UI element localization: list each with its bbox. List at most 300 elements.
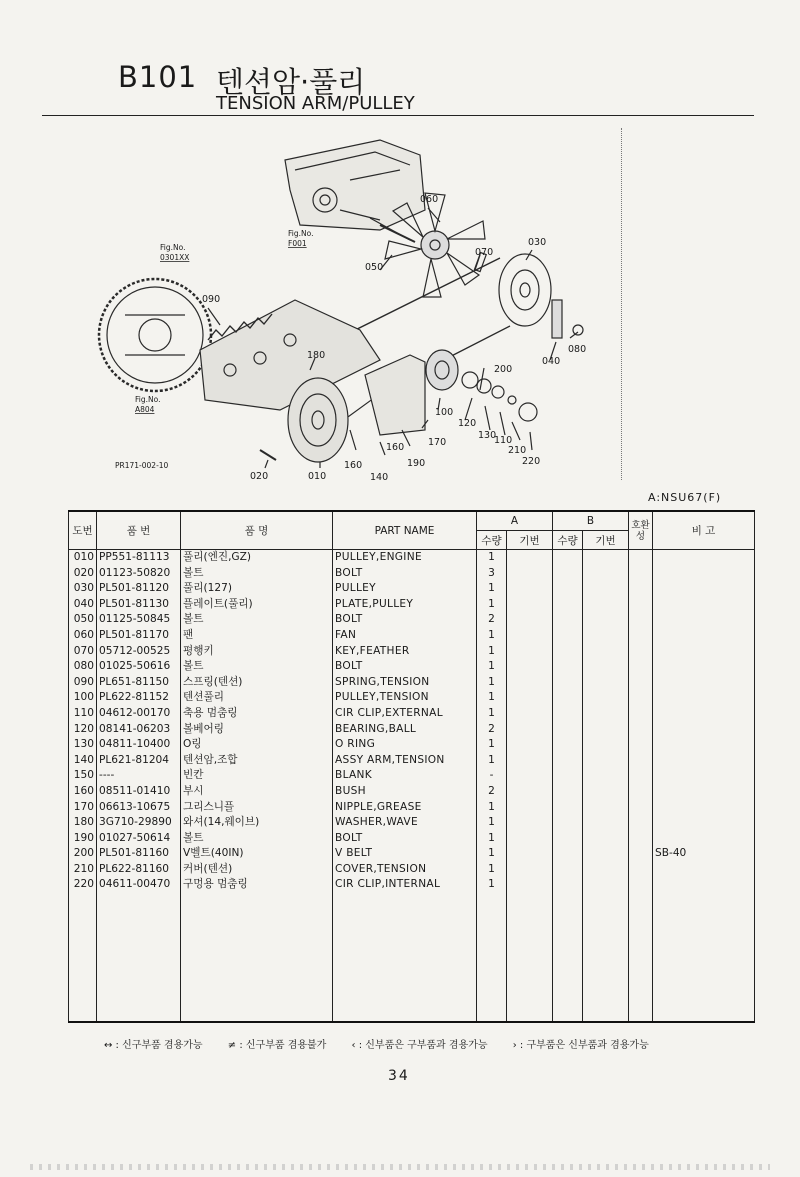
row-base-a xyxy=(507,800,553,816)
row-compat xyxy=(629,628,653,644)
compat-legend xyxy=(104,1036,671,1051)
row-compat xyxy=(629,753,653,769)
table-row xyxy=(69,644,755,660)
row-part-number: PP551-81113 xyxy=(97,550,181,566)
row-base-b xyxy=(583,550,629,566)
empty-cell xyxy=(97,893,181,1022)
callout-040: 040 xyxy=(542,356,561,367)
row-name-korean: 그리스니플 xyxy=(181,800,333,816)
callout-120: 120 xyxy=(458,418,477,429)
row-base-a xyxy=(507,690,553,706)
row-part-number: PL501-81130 xyxy=(97,597,181,613)
row-number: 110 xyxy=(69,706,97,722)
row-quantity-a: 1 xyxy=(477,675,507,691)
row-name-korean: 빈칸 xyxy=(181,768,333,784)
row-compat xyxy=(629,597,653,613)
row-quantity-a: - xyxy=(477,768,507,784)
row-compat xyxy=(629,722,653,738)
row-part-number: ---- xyxy=(97,768,181,784)
row-number: 130 xyxy=(69,737,97,753)
row-base-a xyxy=(507,846,553,862)
header-compat: 호환성 xyxy=(629,511,653,550)
row-part-number: 04611-00470 xyxy=(97,877,181,893)
row-quantity-b xyxy=(553,768,583,784)
callout-170: 170 xyxy=(428,437,447,448)
row-part-number: 04811-10400 xyxy=(97,737,181,753)
callout-020: 020 xyxy=(250,471,269,482)
table-row xyxy=(69,768,755,784)
table-row xyxy=(69,831,755,847)
callout-030: 030 xyxy=(528,237,547,248)
row-name-english: BUSH xyxy=(333,784,477,800)
callout-200: 200 xyxy=(494,364,513,375)
row-base-a xyxy=(507,675,553,691)
row-name-english: BEARING,BALL xyxy=(333,722,477,738)
row-name-korean: 팬 xyxy=(181,628,333,644)
row-quantity-b xyxy=(553,784,583,800)
table-row xyxy=(69,597,755,613)
row-quantity-a: 1 xyxy=(477,846,507,862)
row-part-number: 04612-00170 xyxy=(97,706,181,722)
empty-cell xyxy=(181,893,333,1022)
row-remarks xyxy=(653,644,755,660)
row-base-b xyxy=(583,784,629,800)
row-number: 060 xyxy=(69,628,97,644)
header-group-a: A xyxy=(477,511,553,531)
row-compat xyxy=(629,831,653,847)
row-quantity-b xyxy=(553,566,583,582)
table-row xyxy=(69,722,755,738)
row-base-a xyxy=(507,722,553,738)
row-number: 220 xyxy=(69,877,97,893)
row-name-korean: 텐션풀리 xyxy=(181,690,333,706)
header-name-ko: 품 명 xyxy=(181,511,333,550)
header-qty-b: 수량 xyxy=(553,531,583,550)
legend-item: ≠ : 신구부품 겸용불가 xyxy=(227,1040,327,1051)
row-compat xyxy=(629,784,653,800)
callout-220: 220 xyxy=(522,456,541,467)
row-number: 180 xyxy=(69,815,97,831)
row-name-english: CIR CLIP,EXTERNAL xyxy=(333,706,477,722)
empty-rows xyxy=(69,893,755,1022)
row-remarks xyxy=(653,877,755,893)
empty-cell xyxy=(333,893,477,1022)
callout-130: 130 xyxy=(478,430,497,441)
row-remarks xyxy=(653,628,755,644)
row-quantity-a: 1 xyxy=(477,597,507,613)
drawing-code: PR171-002-10 xyxy=(115,461,169,470)
row-base-a xyxy=(507,550,553,566)
row-quantity-a: 1 xyxy=(477,800,507,816)
row-base-b xyxy=(583,800,629,816)
row-quantity-b xyxy=(553,659,583,675)
row-base-b xyxy=(583,690,629,706)
row-base-b xyxy=(583,628,629,644)
table-row xyxy=(69,862,755,878)
row-quantity-b xyxy=(553,581,583,597)
row-quantity-a: 1 xyxy=(477,659,507,675)
row-number: 020 xyxy=(69,566,97,582)
row-number: 160 xyxy=(69,784,97,800)
row-number: 170 xyxy=(69,800,97,816)
row-base-b xyxy=(583,815,629,831)
row-quantity-b xyxy=(553,862,583,878)
row-remarks xyxy=(653,784,755,800)
row-name-korean: O링 xyxy=(181,737,333,753)
row-name-english: BOLT xyxy=(333,612,477,628)
header-rule xyxy=(42,115,754,116)
row-quantity-a: 1 xyxy=(477,628,507,644)
row-number: 190 xyxy=(69,831,97,847)
row-part-number: PL622-81160 xyxy=(97,862,181,878)
row-part-number: PL501-81120 xyxy=(97,581,181,597)
callout-190: 190 xyxy=(407,458,426,469)
table-row xyxy=(69,753,755,769)
table-row xyxy=(69,706,755,722)
row-compat xyxy=(629,737,653,753)
empty-cell xyxy=(553,893,583,1022)
row-name-korean: 구멍용 멈춤링 xyxy=(181,877,333,893)
row-name-english: KEY,FEATHER xyxy=(333,644,477,660)
row-base-a xyxy=(507,768,553,784)
row-remarks: SB-40 xyxy=(653,846,755,862)
row-base-a xyxy=(507,566,553,582)
row-name-korean: 와셔(14,웨이브) xyxy=(181,815,333,831)
header-group-b: B xyxy=(553,511,629,531)
row-number: 080 xyxy=(69,659,97,675)
row-base-b xyxy=(583,659,629,675)
header-part-no: 품 번 xyxy=(97,511,181,550)
exploded-diagram xyxy=(80,130,620,490)
row-base-b xyxy=(583,753,629,769)
row-compat xyxy=(629,800,653,816)
row-base-b xyxy=(583,831,629,847)
row-quantity-b xyxy=(553,690,583,706)
table-row xyxy=(69,581,755,597)
row-name-korean: 부시 xyxy=(181,784,333,800)
callout-060: 060 xyxy=(420,194,439,205)
header-name-en: PART NAME xyxy=(333,511,477,550)
row-part-number: PL501-81170 xyxy=(97,628,181,644)
row-quantity-b xyxy=(553,877,583,893)
row-name-korean: 커버(텐션) xyxy=(181,862,333,878)
section-code: B101 xyxy=(118,60,198,94)
row-base-a xyxy=(507,753,553,769)
row-quantity-b xyxy=(553,628,583,644)
row-quantity-b xyxy=(553,722,583,738)
row-base-b xyxy=(583,597,629,613)
callout-090: 090 xyxy=(202,294,221,305)
row-remarks xyxy=(653,862,755,878)
row-name-english: BLANK xyxy=(333,768,477,784)
row-quantity-a: 1 xyxy=(477,831,507,847)
table-row xyxy=(69,800,755,816)
row-part-number: 3G710-29890 xyxy=(97,815,181,831)
row-compat xyxy=(629,877,653,893)
row-name-english: V BELT xyxy=(333,846,477,862)
row-name-english: BOLT xyxy=(333,566,477,582)
row-quantity-b xyxy=(553,846,583,862)
row-compat xyxy=(629,644,653,660)
row-compat xyxy=(629,566,653,582)
row-number: 210 xyxy=(69,862,97,878)
row-base-a xyxy=(507,784,553,800)
row-quantity-b xyxy=(553,831,583,847)
legend-item: ↔ : 신구부품 겸용가능 xyxy=(104,1040,203,1051)
row-part-number: 08511-01410 xyxy=(97,784,181,800)
row-name-english: PLATE,PULLEY xyxy=(333,597,477,613)
empty-cell xyxy=(583,893,629,1022)
row-quantity-b xyxy=(553,706,583,722)
table-row xyxy=(69,566,755,582)
row-quantity-a: 1 xyxy=(477,550,507,566)
row-base-a xyxy=(507,612,553,628)
row-compat xyxy=(629,581,653,597)
row-remarks xyxy=(653,597,755,613)
row-remarks xyxy=(653,566,755,582)
row-remarks xyxy=(653,815,755,831)
empty-cell xyxy=(69,893,97,1022)
row-name-korean: 볼트 xyxy=(181,831,333,847)
row-remarks xyxy=(653,768,755,784)
title-korean: 텐션암·풀리 xyxy=(216,65,366,99)
row-number: 010 xyxy=(69,550,97,566)
callout-080: 080 xyxy=(568,344,587,355)
row-base-b xyxy=(583,846,629,862)
row-number: 040 xyxy=(69,597,97,613)
row-part-number: 01027-50614 xyxy=(97,831,181,847)
row-remarks xyxy=(653,831,755,847)
row-base-b xyxy=(583,612,629,628)
row-name-korean: 플레이트(풀리) xyxy=(181,597,333,613)
legend-item: › : 구부품은 신부품과 겸용가능 xyxy=(512,1040,649,1051)
row-name-korean: 텐션암,조합 xyxy=(181,753,333,769)
row-quantity-a: 2 xyxy=(477,612,507,628)
row-quantity-a: 2 xyxy=(477,784,507,800)
row-base-a xyxy=(507,581,553,597)
row-quantity-a: 1 xyxy=(477,706,507,722)
figref-number-c: A804 xyxy=(135,405,155,414)
row-base-b xyxy=(583,675,629,691)
row-remarks xyxy=(653,800,755,816)
header-base-b: 기번 xyxy=(583,531,629,550)
row-number: 120 xyxy=(69,722,97,738)
row-part-number: PL622-81152 xyxy=(97,690,181,706)
row-base-b xyxy=(583,737,629,753)
row-compat xyxy=(629,862,653,878)
callout-210: 210 xyxy=(508,445,527,456)
row-number: 140 xyxy=(69,753,97,769)
row-base-a xyxy=(507,597,553,613)
figref-label-b: Fig.No. xyxy=(288,229,314,238)
callout-100: 100 xyxy=(435,407,454,418)
table-row xyxy=(69,628,755,644)
row-compat xyxy=(629,768,653,784)
row-number: 050 xyxy=(69,612,97,628)
row-number: 150 xyxy=(69,768,97,784)
row-name-korean: 볼트 xyxy=(181,659,333,675)
row-quantity-a: 2 xyxy=(477,722,507,738)
parts-rows xyxy=(69,550,755,1023)
table-row xyxy=(69,612,755,628)
row-part-number: PL621-81204 xyxy=(97,753,181,769)
row-name-korean: 볼베어링 xyxy=(181,722,333,738)
table-row xyxy=(69,784,755,800)
row-remarks xyxy=(653,706,755,722)
row-name-korean: 볼트 xyxy=(181,612,333,628)
row-remarks xyxy=(653,753,755,769)
header-remarks: 비 고 xyxy=(653,511,755,550)
empty-cell xyxy=(477,893,507,1022)
callout-160a: 160 xyxy=(386,442,405,453)
parts-table xyxy=(68,510,755,1023)
callout-110: 110 xyxy=(494,435,513,446)
row-base-b xyxy=(583,862,629,878)
table-row xyxy=(69,659,755,675)
table-row xyxy=(69,737,755,753)
row-base-b xyxy=(583,566,629,582)
scan-edge xyxy=(30,1164,770,1170)
row-base-a xyxy=(507,831,553,847)
row-name-korean: 풀리(엔진,GZ) xyxy=(181,550,333,566)
row-name-english: CIR CLIP,INTERNAL xyxy=(333,877,477,893)
callout-140: 140 xyxy=(370,472,389,483)
callout-010: 010 xyxy=(308,471,327,482)
row-quantity-a: 1 xyxy=(477,690,507,706)
row-compat xyxy=(629,550,653,566)
row-remarks xyxy=(653,690,755,706)
row-name-korean: V벨트(40IN) xyxy=(181,846,333,862)
row-remarks xyxy=(653,659,755,675)
row-remarks xyxy=(653,550,755,566)
row-name-english: ASSY ARM,TENSION xyxy=(333,753,477,769)
row-quantity-b xyxy=(553,550,583,566)
row-compat xyxy=(629,846,653,862)
row-remarks xyxy=(653,737,755,753)
callout-160b: 160 xyxy=(344,460,363,471)
row-part-number: 01123-50820 xyxy=(97,566,181,582)
table-row xyxy=(69,675,755,691)
row-name-english: WASHER,WAVE xyxy=(333,815,477,831)
row-compat xyxy=(629,659,653,675)
row-remarks xyxy=(653,581,755,597)
row-name-english: COVER,TENSION xyxy=(333,862,477,878)
row-number: 100 xyxy=(69,690,97,706)
row-remarks xyxy=(653,612,755,628)
figref-number-b: F001 xyxy=(288,239,307,248)
row-quantity-a: 1 xyxy=(477,877,507,893)
legend-item: ‹ : 신부품은 구부품과 겸용가능 xyxy=(351,1040,488,1051)
row-quantity-a: 1 xyxy=(477,737,507,753)
callout-070: 070 xyxy=(475,247,494,258)
row-quantity-a: 1 xyxy=(477,644,507,660)
row-name-english: PULLEY,ENGINE xyxy=(333,550,477,566)
model-note: A:NSU67(F) xyxy=(648,491,722,504)
row-base-a xyxy=(507,815,553,831)
row-quantity-b xyxy=(553,612,583,628)
row-part-number: PL501-81160 xyxy=(97,846,181,862)
row-name-korean: 스프링(텐션) xyxy=(181,675,333,691)
empty-cell xyxy=(629,893,653,1022)
row-quantity-b xyxy=(553,815,583,831)
row-quantity-b xyxy=(553,675,583,691)
row-name-english: BOLT xyxy=(333,659,477,675)
row-name-english: SPRING,TENSION xyxy=(333,675,477,691)
row-name-korean: 풀리(127) xyxy=(181,581,333,597)
row-base-a xyxy=(507,628,553,644)
row-quantity-b xyxy=(553,597,583,613)
row-quantity-a: 1 xyxy=(477,753,507,769)
figref-number-a: 0301XX xyxy=(160,253,190,262)
figref-label-c: Fig.No. xyxy=(135,395,161,404)
row-base-a xyxy=(507,706,553,722)
page-number: 34 xyxy=(388,1068,410,1084)
row-base-a xyxy=(507,644,553,660)
row-base-b xyxy=(583,581,629,597)
table-row xyxy=(69,815,755,831)
row-base-a xyxy=(507,659,553,675)
callout-050: 050 xyxy=(365,262,384,273)
table-row xyxy=(69,877,755,893)
row-part-number: 05712-00525 xyxy=(97,644,181,660)
row-number: 200 xyxy=(69,846,97,862)
row-name-english: NIPPLE,GREASE xyxy=(333,800,477,816)
row-quantity-b xyxy=(553,644,583,660)
callout-180: 180 xyxy=(307,350,326,361)
row-name-korean: 평행키 xyxy=(181,644,333,660)
row-compat xyxy=(629,690,653,706)
empty-cell xyxy=(653,893,755,1022)
row-part-number: 01025-50616 xyxy=(97,659,181,675)
row-base-b xyxy=(583,768,629,784)
row-name-korean: 볼트 xyxy=(181,566,333,582)
row-quantity-b xyxy=(553,737,583,753)
row-name-english: O RING xyxy=(333,737,477,753)
row-part-number: PL651-81150 xyxy=(97,675,181,691)
dotted-divider xyxy=(621,128,622,480)
row-compat xyxy=(629,675,653,691)
row-part-number: 06613-10675 xyxy=(97,800,181,816)
row-base-a xyxy=(507,862,553,878)
table-row xyxy=(69,846,755,862)
row-quantity-a: 3 xyxy=(477,566,507,582)
empty-cell xyxy=(507,893,553,1022)
header-qty-a: 수량 xyxy=(477,531,507,550)
row-compat xyxy=(629,815,653,831)
row-name-english: PULLEY xyxy=(333,581,477,597)
row-compat xyxy=(629,706,653,722)
row-base-a xyxy=(507,877,553,893)
row-number: 070 xyxy=(69,644,97,660)
figref-label-a: Fig.No. xyxy=(160,243,186,252)
row-quantity-b xyxy=(553,753,583,769)
table-row xyxy=(69,690,755,706)
row-quantity-a: 1 xyxy=(477,581,507,597)
row-base-b xyxy=(583,722,629,738)
row-name-english: FAN xyxy=(333,628,477,644)
row-part-number: 08141-06203 xyxy=(97,722,181,738)
row-name-english: BOLT xyxy=(333,831,477,847)
row-part-number: 01125-50845 xyxy=(97,612,181,628)
header-base-a: 기번 xyxy=(507,531,553,550)
header-no: 도번 xyxy=(69,511,97,550)
row-number: 030 xyxy=(69,581,97,597)
row-base-b xyxy=(583,877,629,893)
row-quantity-b xyxy=(553,800,583,816)
row-remarks xyxy=(653,722,755,738)
row-base-a xyxy=(507,737,553,753)
title-english: TENSION ARM/PULLEY xyxy=(216,93,415,114)
